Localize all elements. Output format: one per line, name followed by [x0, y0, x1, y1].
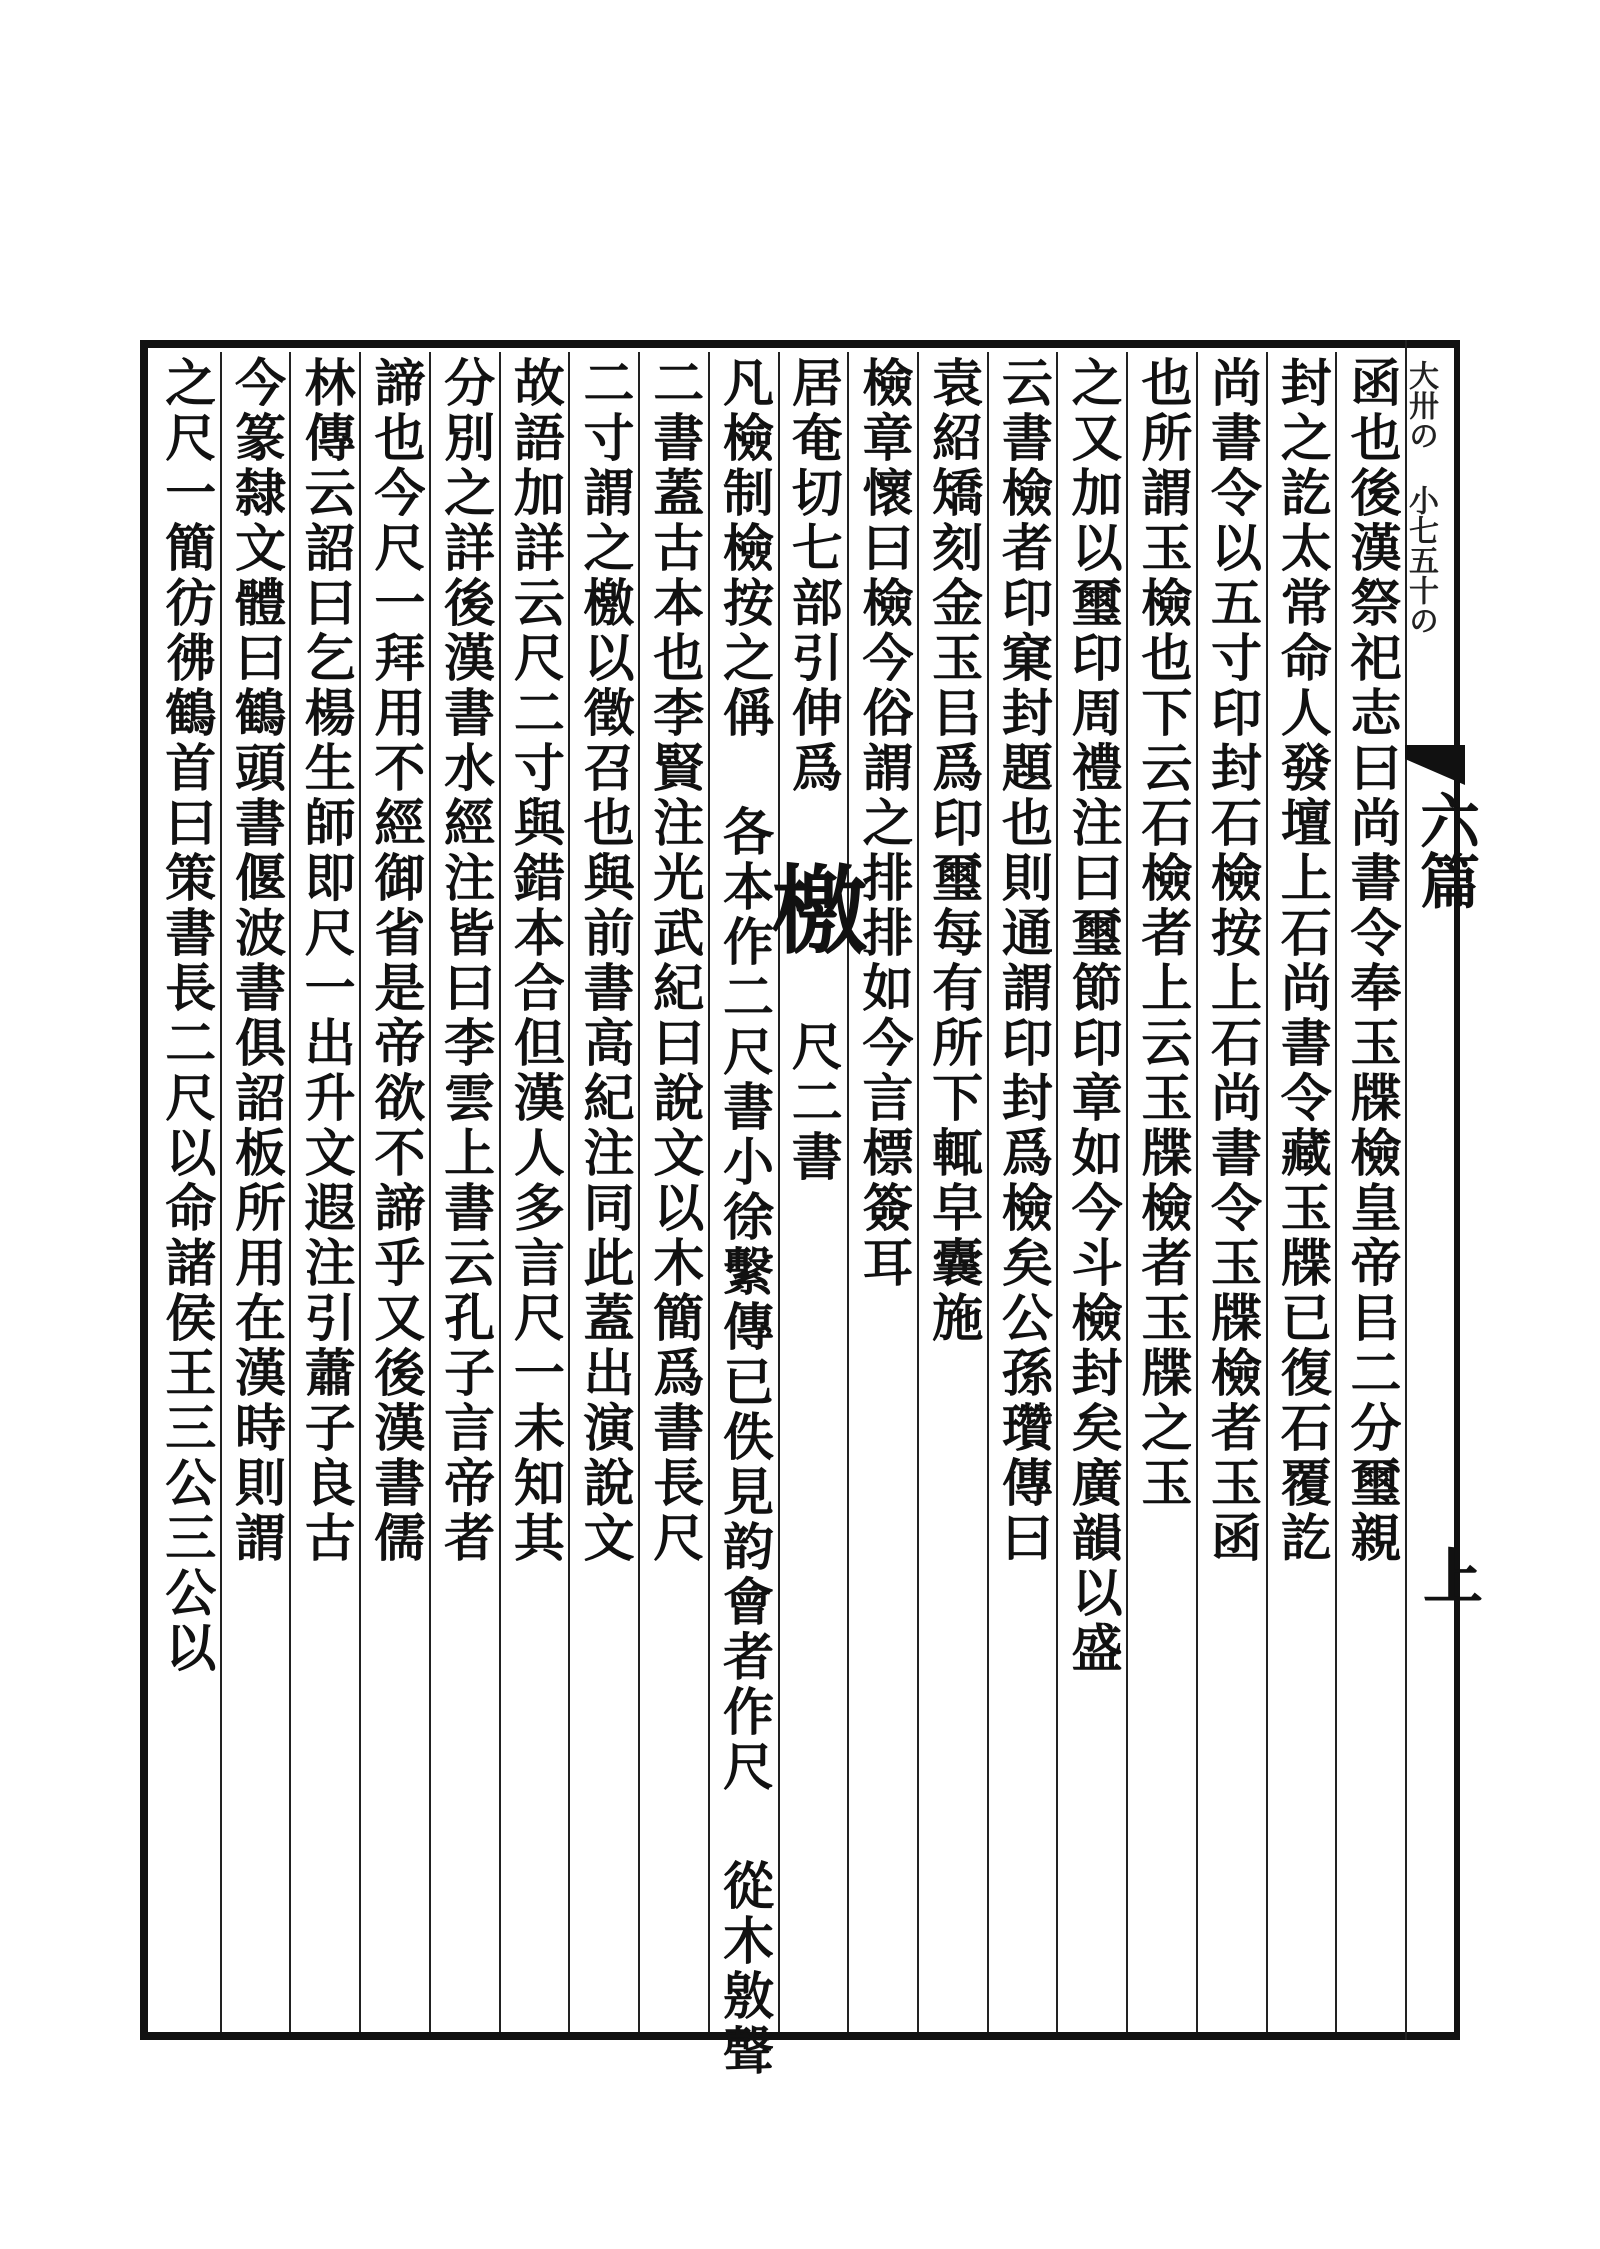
annotation-right: 小七五十の: [1403, 485, 1438, 635]
text-column: 諦也今尺一拜用不經御省是帝欲不諦乎又後漢書儒: [359, 352, 429, 2032]
column-text: 居奄切七部引伸爲: [782, 356, 843, 796]
text-column: 檢章懷曰檢今俗謂之排排如今言標簽耳: [847, 352, 917, 2032]
text-column: 林傳云詔曰乞楊生師即尺一出升文遐注引蕭子良古: [289, 352, 359, 2032]
text-column: 也所謂玉檢也下云石檢者上云玉牒檢者玉牒之玉: [1126, 352, 1196, 2032]
text-column: 二寸謂之檄以徵召也與前書高紀注同此蓋出演說文: [568, 352, 638, 2032]
annotation-left: 大卅の: [1403, 360, 1438, 450]
text-column: 尚書令以五寸印封石檢按上石尚書令玉牒檢者玉函: [1196, 352, 1266, 2032]
text-column: 分別之詳後漢書水經注皆曰李雲上書云孔子言帝者: [429, 352, 499, 2032]
headword-gloss-column: [708, 352, 778, 2079]
fold-section-mark: 上: [1413, 1545, 1483, 1605]
text-column: 封之訖太常命人發壇上石尚書令藏玉牒已復石覆訖: [1266, 352, 1336, 2032]
fold-volume-title: 六篇: [1410, 790, 1480, 910]
text-column: 云書檢者印窠封題也則通謂印封爲檢矣公孫瓚傳曰: [987, 352, 1057, 2032]
text-body: [150, 352, 1405, 2079]
headword-seal: 檄: [756, 860, 870, 956]
text-column: 函也後漢祭祀志曰尚書令奉玉牒檢皇帝㠯二分璽親: [1335, 352, 1405, 2032]
text-column: 之又加以璽印周禮注曰璽節印章如今斗檢封矣廣韻以盛: [1056, 352, 1126, 2032]
text-column: 之尺一簡彷彿鶴首曰策書長二尺以命諸侯王三公三公以: [155, 356, 216, 1676]
text-column: 袁紹矯刻金玉㠯爲印璽每有所下輒皁囊施: [917, 352, 987, 2032]
handwritten-annotation: [1380, 360, 1440, 700]
phonetic-gloss: 從木敫聲: [713, 1859, 774, 2079]
headword-definition: 尺二書: [782, 1020, 843, 1185]
text-column: 二書蓋古本也李賢注光武紀曰說文以木簡爲書長尺: [638, 352, 708, 2032]
text-column: 故語加詳云尺二寸與錯本合但漢人多言尺一未知其: [499, 352, 569, 2032]
text-column: 今篆隸文體曰鶴頭書偃波書俱詔板所用在漢時則謂: [220, 352, 290, 2032]
variant-note: 各本作二尺書小徐繫傳已佚見韵會者作尺: [713, 805, 774, 1795]
headword-column: [756, 352, 870, 2032]
column-text: 凡檢制檢按之偁: [713, 356, 774, 741]
